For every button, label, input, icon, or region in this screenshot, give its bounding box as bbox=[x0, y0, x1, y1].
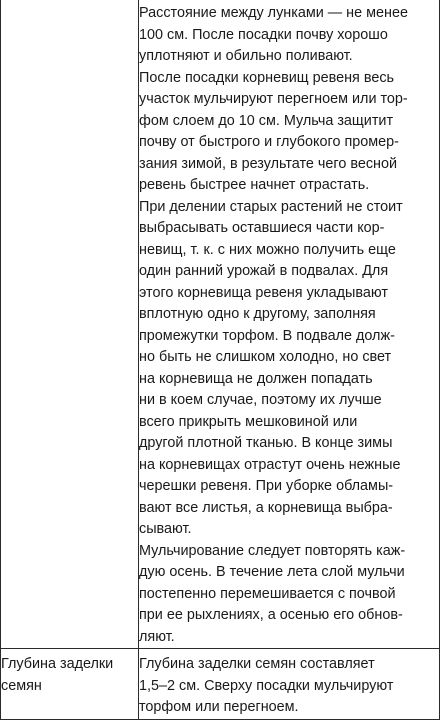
text-line: на корневищах отрастут очень нежные bbox=[139, 456, 401, 473]
text-line: выбрасывать оставшиеся части кор- bbox=[139, 220, 385, 236]
text-line: ревень быстрее начнет отрастать. bbox=[139, 177, 370, 193]
text-line: при ее рыхлениях, а осенью его обнов- bbox=[139, 607, 403, 623]
text-line: При делении старых растений не стоит bbox=[139, 198, 403, 215]
text-line: всего прикрыть мешковиной или bbox=[139, 413, 358, 430]
text-line: зания зимой, в результате чего весной bbox=[139, 155, 398, 172]
text-line: невищ, т. к. с них можно получить еще bbox=[139, 241, 396, 258]
table-row bbox=[1, 649, 440, 720]
label-cell bbox=[1, 649, 139, 720]
text-line: Расстояние между лунками — не менее bbox=[139, 5, 408, 21]
text-line: почву от быстрого и глубокого промер- bbox=[139, 134, 399, 150]
label-text bbox=[1, 0, 138, 3]
text-line: 1,5–2 см. Сверху посадки мульчируют bbox=[139, 677, 394, 694]
text-line: постепенно перемешивается с почвой bbox=[139, 585, 396, 602]
content-text bbox=[139, 0, 439, 648]
text-line: но быть не слишком холодно, но свет bbox=[139, 349, 392, 365]
text-line: После посадки корневищ ревеня весь bbox=[139, 69, 395, 86]
text-line: Мульчирование следует повторять каж- bbox=[139, 542, 406, 559]
label-cell bbox=[1, 0, 139, 649]
label-text bbox=[1, 649, 138, 697]
table-row bbox=[1, 0, 440, 649]
content-cell bbox=[139, 0, 440, 649]
content-text bbox=[139, 649, 439, 719]
text-line: 100 см. После посадки почву хорошо bbox=[139, 26, 388, 43]
text-line: Глубина заделки семян составляет bbox=[139, 656, 375, 672]
text-line: фом слоем до 10 см. Мульча защитит bbox=[139, 112, 394, 129]
text-line: промежутки торфом. В подвале долж- bbox=[139, 327, 395, 344]
text-line: другой плотной тканью. В конце зимы bbox=[139, 435, 393, 451]
text-line: уплотняют и обильно поливают. bbox=[139, 48, 353, 64]
label-line: семян bbox=[1, 677, 42, 694]
text-line: один ранний урожай в подвалах. Для bbox=[139, 263, 389, 279]
text-line: на корневища не должен попадать bbox=[139, 370, 373, 387]
text-line: ни в коем случае, поэтому их лучше bbox=[139, 392, 382, 408]
text-line: дую осень. В течение лета слой мульчи bbox=[139, 564, 405, 580]
text-line: вают все листья, а корневища выбра- bbox=[139, 499, 393, 516]
content-cell bbox=[139, 649, 440, 720]
text-line: вплотную одно к другому, заполняя bbox=[139, 306, 376, 322]
text-line: торфом или перегноем. bbox=[139, 699, 299, 715]
text-line: сывают. bbox=[139, 521, 192, 537]
text-line: участок мульчируют перегноем или тор- bbox=[139, 91, 408, 107]
text-line: этого корневища ревеня укладывают bbox=[139, 284, 388, 301]
text-line: черешки ревеня. При уборке обламы- bbox=[139, 478, 394, 494]
text-line: ляют. bbox=[139, 628, 175, 645]
label-line: Глубина заделки bbox=[1, 656, 114, 672]
